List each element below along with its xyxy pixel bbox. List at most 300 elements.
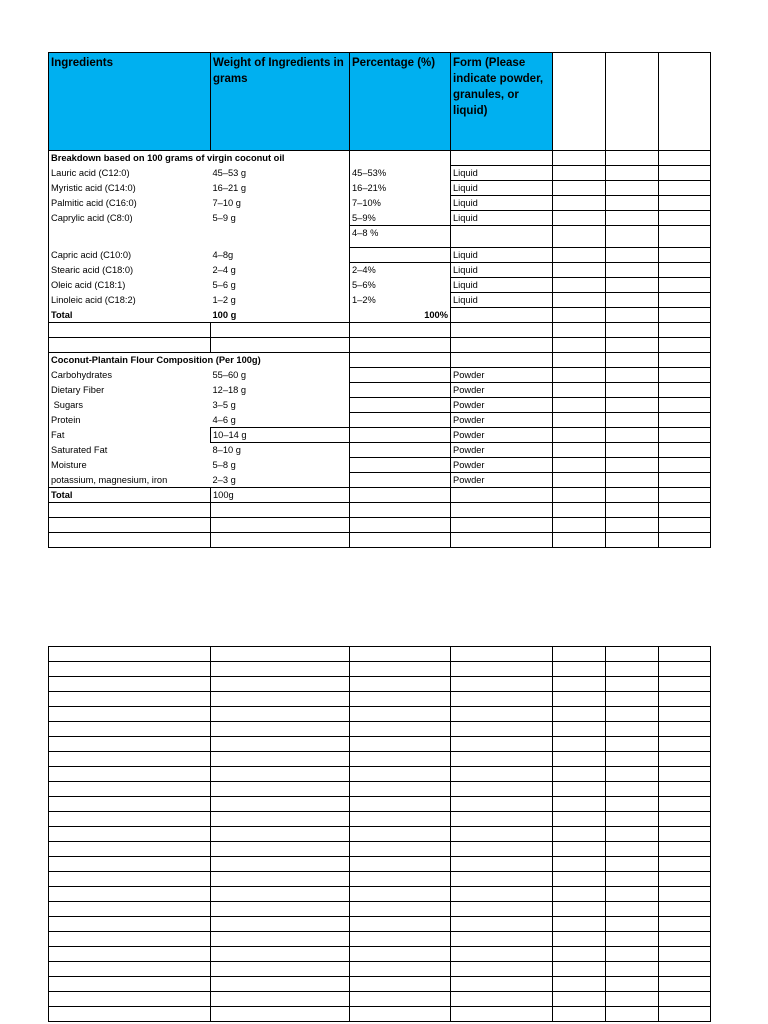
oil-name[interactable]: Capric acid (C10:0) bbox=[49, 248, 211, 263]
cell[interactable] bbox=[659, 827, 711, 842]
cell[interactable] bbox=[451, 488, 553, 503]
cell[interactable] bbox=[451, 797, 553, 812]
cell[interactable] bbox=[451, 226, 553, 248]
cell[interactable] bbox=[49, 647, 211, 662]
cell[interactable] bbox=[659, 458, 711, 473]
cell[interactable] bbox=[350, 797, 451, 812]
cell[interactable] bbox=[350, 812, 451, 827]
cell[interactable] bbox=[606, 857, 659, 872]
cell[interactable] bbox=[659, 181, 711, 196]
oil-percent[interactable]: 45–53% bbox=[350, 166, 451, 181]
flour-form[interactable]: Powder bbox=[451, 428, 553, 443]
cell[interactable] bbox=[659, 323, 711, 338]
cell[interactable] bbox=[606, 368, 659, 383]
cell[interactable] bbox=[659, 308, 711, 323]
oil-form[interactable]: Liquid bbox=[451, 181, 553, 196]
cell[interactable] bbox=[49, 737, 211, 752]
cell[interactable] bbox=[553, 308, 606, 323]
cell[interactable] bbox=[451, 962, 553, 977]
cell[interactable] bbox=[451, 917, 553, 932]
cell[interactable] bbox=[49, 917, 211, 932]
cell[interactable] bbox=[350, 428, 451, 443]
cell[interactable] bbox=[350, 443, 451, 458]
cell[interactable] bbox=[211, 722, 350, 737]
cell[interactable] bbox=[350, 458, 451, 473]
cell[interactable] bbox=[49, 662, 211, 677]
cell[interactable] bbox=[659, 977, 711, 992]
flour-weight[interactable]: 12–18 g bbox=[211, 383, 350, 398]
cell[interactable] bbox=[606, 722, 659, 737]
header-weight[interactable]: Weight of Ingredients in grams bbox=[211, 53, 350, 151]
cell[interactable] bbox=[211, 737, 350, 752]
flour-form[interactable]: Powder bbox=[451, 473, 553, 488]
flour-name[interactable]: Carbohydrates bbox=[49, 368, 211, 383]
oil-weight[interactable]: 1–2 g bbox=[211, 293, 350, 308]
cell[interactable] bbox=[659, 473, 711, 488]
flour-form[interactable]: Powder bbox=[451, 383, 553, 398]
cell[interactable] bbox=[451, 338, 553, 353]
cell[interactable] bbox=[49, 827, 211, 842]
cell[interactable] bbox=[451, 827, 553, 842]
cell[interactable] bbox=[606, 842, 659, 857]
cell[interactable] bbox=[553, 503, 606, 518]
cell[interactable] bbox=[659, 428, 711, 443]
cell[interactable] bbox=[606, 458, 659, 473]
cell[interactable] bbox=[553, 707, 606, 722]
cell[interactable] bbox=[659, 278, 711, 293]
cell[interactable] bbox=[553, 338, 606, 353]
flour-total-label[interactable]: Total bbox=[49, 488, 211, 503]
cell[interactable] bbox=[606, 211, 659, 226]
flour-weight[interactable]: 5–8 g bbox=[211, 458, 350, 473]
cell[interactable] bbox=[553, 368, 606, 383]
cell[interactable] bbox=[659, 151, 711, 166]
cell[interactable] bbox=[659, 797, 711, 812]
header-blank-cell[interactable] bbox=[553, 53, 606, 151]
cell[interactable] bbox=[350, 518, 451, 533]
cell[interactable] bbox=[606, 383, 659, 398]
cell[interactable] bbox=[350, 692, 451, 707]
cell[interactable] bbox=[451, 647, 553, 662]
cell[interactable] bbox=[553, 872, 606, 887]
cell[interactable] bbox=[606, 917, 659, 932]
cell[interactable] bbox=[553, 842, 606, 857]
cell[interactable] bbox=[659, 413, 711, 428]
oil-form[interactable]: Liquid bbox=[451, 278, 553, 293]
cell[interactable] bbox=[350, 151, 451, 166]
cell[interactable] bbox=[659, 782, 711, 797]
cell[interactable] bbox=[553, 398, 606, 413]
cell[interactable] bbox=[606, 353, 659, 368]
cell[interactable] bbox=[49, 752, 211, 767]
cell[interactable] bbox=[49, 533, 211, 548]
cell[interactable] bbox=[606, 677, 659, 692]
oil-name[interactable]: Caprylic acid (C8:0) bbox=[49, 211, 211, 226]
cell[interactable] bbox=[211, 812, 350, 827]
cell[interactable] bbox=[606, 323, 659, 338]
cell[interactable] bbox=[553, 947, 606, 962]
cell[interactable] bbox=[211, 692, 350, 707]
cell[interactable] bbox=[553, 887, 606, 902]
cell[interactable] bbox=[659, 902, 711, 917]
cell[interactable] bbox=[553, 827, 606, 842]
cell[interactable] bbox=[606, 278, 659, 293]
flour-form[interactable]: Powder bbox=[451, 398, 553, 413]
flour-name[interactable]: Sugars bbox=[49, 398, 211, 413]
cell[interactable] bbox=[553, 473, 606, 488]
cell[interactable] bbox=[553, 428, 606, 443]
flour-name[interactable]: Fat bbox=[49, 428, 211, 443]
cell[interactable] bbox=[553, 353, 606, 368]
cell[interactable] bbox=[553, 812, 606, 827]
cell[interactable] bbox=[553, 797, 606, 812]
cell[interactable] bbox=[606, 488, 659, 503]
cell[interactable] bbox=[350, 677, 451, 692]
cell[interactable] bbox=[659, 338, 711, 353]
cell[interactable] bbox=[211, 797, 350, 812]
oil-form[interactable]: Liquid bbox=[451, 293, 553, 308]
cell[interactable] bbox=[659, 263, 711, 278]
oil-form[interactable]: Liquid bbox=[451, 211, 553, 226]
cell[interactable] bbox=[659, 962, 711, 977]
cell[interactable] bbox=[350, 533, 451, 548]
cell[interactable] bbox=[451, 857, 553, 872]
oil-form[interactable]: Liquid bbox=[451, 263, 553, 278]
cell[interactable] bbox=[553, 992, 606, 1007]
cell[interactable] bbox=[553, 211, 606, 226]
cell[interactable] bbox=[211, 992, 350, 1007]
cell[interactable] bbox=[606, 647, 659, 662]
cell[interactable] bbox=[211, 1007, 350, 1022]
oil-section-title[interactable]: Breakdown based on 100 grams of virgin coconut oil bbox=[49, 151, 350, 166]
oil-percent[interactable]: 7–10% bbox=[350, 196, 451, 211]
cell[interactable] bbox=[553, 248, 606, 263]
cell[interactable] bbox=[49, 797, 211, 812]
cell[interactable] bbox=[606, 902, 659, 917]
flour-section-title[interactable]: Coconut-Plantain Flour Composition (Per 100g) bbox=[49, 353, 350, 368]
cell[interactable] bbox=[659, 248, 711, 263]
cell[interactable] bbox=[659, 857, 711, 872]
cell[interactable] bbox=[350, 368, 451, 383]
header-ingredients[interactable]: Ingredients bbox=[49, 53, 211, 151]
cell[interactable] bbox=[606, 992, 659, 1007]
cell[interactable] bbox=[659, 752, 711, 767]
cell[interactable] bbox=[659, 647, 711, 662]
header-blank-cell[interactable] bbox=[606, 53, 659, 151]
cell[interactable] bbox=[451, 737, 553, 752]
oil-weight[interactable]: 16–21 g bbox=[211, 181, 350, 196]
cell[interactable] bbox=[49, 677, 211, 692]
cell[interactable] bbox=[659, 992, 711, 1007]
cell[interactable] bbox=[49, 338, 211, 353]
cell[interactable] bbox=[49, 692, 211, 707]
cell[interactable] bbox=[49, 857, 211, 872]
cell[interactable] bbox=[350, 398, 451, 413]
oil-percent[interactable]: 16–21% bbox=[350, 181, 451, 196]
cell[interactable] bbox=[49, 1007, 211, 1022]
cell[interactable] bbox=[553, 1007, 606, 1022]
cell[interactable] bbox=[659, 368, 711, 383]
oil-percent[interactable]: 5–6% bbox=[350, 278, 451, 293]
cell[interactable] bbox=[659, 812, 711, 827]
cell[interactable] bbox=[451, 533, 553, 548]
cell[interactable] bbox=[659, 872, 711, 887]
cell[interactable] bbox=[451, 932, 553, 947]
cell[interactable] bbox=[211, 707, 350, 722]
cell[interactable] bbox=[350, 962, 451, 977]
cell[interactable] bbox=[451, 677, 553, 692]
oil-total-percent[interactable]: 100% bbox=[350, 308, 451, 323]
cell[interactable] bbox=[49, 962, 211, 977]
flour-name[interactable]: Dietary Fiber bbox=[49, 383, 211, 398]
cell[interactable] bbox=[553, 383, 606, 398]
cell[interactable] bbox=[553, 752, 606, 767]
cell[interactable] bbox=[606, 503, 659, 518]
flour-weight[interactable]: 2–3 g bbox=[211, 473, 350, 488]
flour-form[interactable]: Powder bbox=[451, 413, 553, 428]
cell[interactable] bbox=[211, 947, 350, 962]
cell[interactable] bbox=[350, 707, 451, 722]
cell[interactable] bbox=[659, 707, 711, 722]
cell[interactable] bbox=[606, 308, 659, 323]
flour-name[interactable]: potassium, magnesium, iron bbox=[49, 473, 211, 488]
cell[interactable] bbox=[553, 962, 606, 977]
oil-total-weight[interactable]: 100 g bbox=[211, 308, 350, 323]
cell[interactable] bbox=[49, 992, 211, 1007]
cell[interactable] bbox=[211, 533, 350, 548]
cell[interactable] bbox=[49, 503, 211, 518]
cell[interactable] bbox=[606, 338, 659, 353]
cell[interactable] bbox=[606, 533, 659, 548]
cell[interactable] bbox=[350, 842, 451, 857]
cell[interactable] bbox=[553, 196, 606, 211]
oil-percent[interactable] bbox=[350, 248, 451, 263]
cell[interactable] bbox=[350, 737, 451, 752]
cell[interactable] bbox=[659, 722, 711, 737]
cell[interactable] bbox=[606, 518, 659, 533]
cell[interactable] bbox=[606, 737, 659, 752]
cell[interactable] bbox=[553, 518, 606, 533]
cell[interactable] bbox=[553, 181, 606, 196]
cell[interactable] bbox=[606, 151, 659, 166]
cell[interactable] bbox=[659, 842, 711, 857]
cell[interactable] bbox=[553, 413, 606, 428]
cell[interactable] bbox=[211, 662, 350, 677]
cell[interactable] bbox=[350, 383, 451, 398]
oil-weight[interactable] bbox=[211, 226, 350, 248]
cell[interactable] bbox=[211, 887, 350, 902]
cell[interactable] bbox=[350, 902, 451, 917]
cell[interactable] bbox=[606, 443, 659, 458]
cell[interactable] bbox=[350, 473, 451, 488]
cell[interactable] bbox=[659, 887, 711, 902]
cell[interactable] bbox=[553, 458, 606, 473]
oil-name[interactable]: Lauric acid (C12:0) bbox=[49, 166, 211, 181]
cell[interactable] bbox=[606, 707, 659, 722]
cell[interactable] bbox=[451, 992, 553, 1007]
oil-percent[interactable]: 1–2% bbox=[350, 293, 451, 308]
oil-name[interactable]: Myristic acid (C14:0) bbox=[49, 181, 211, 196]
cell[interactable] bbox=[49, 842, 211, 857]
oil-total-label[interactable]: Total bbox=[49, 308, 211, 323]
oil-weight[interactable]: 45–53 g bbox=[211, 166, 350, 181]
cell[interactable] bbox=[659, 677, 711, 692]
cell[interactable] bbox=[659, 1007, 711, 1022]
cell[interactable] bbox=[350, 917, 451, 932]
cell[interactable] bbox=[350, 947, 451, 962]
cell[interactable] bbox=[606, 293, 659, 308]
cell[interactable] bbox=[553, 166, 606, 181]
oil-percent-boxed[interactable]: 4–8 % bbox=[350, 226, 451, 248]
cell[interactable] bbox=[350, 767, 451, 782]
cell[interactable] bbox=[49, 947, 211, 962]
cell[interactable] bbox=[451, 662, 553, 677]
oil-name[interactable]: Palmitic acid (C16:0) bbox=[49, 196, 211, 211]
oil-name[interactable]: Oleic acid (C18:1) bbox=[49, 278, 211, 293]
flour-weight-boxed[interactable]: 10–14 g bbox=[211, 428, 350, 443]
cell[interactable] bbox=[553, 647, 606, 662]
oil-weight[interactable]: 7–10 g bbox=[211, 196, 350, 211]
flour-form[interactable]: Powder bbox=[451, 458, 553, 473]
cell[interactable] bbox=[606, 166, 659, 181]
cell[interactable] bbox=[350, 488, 451, 503]
cell[interactable] bbox=[659, 737, 711, 752]
cell[interactable] bbox=[606, 248, 659, 263]
cell[interactable] bbox=[350, 353, 451, 368]
cell[interactable] bbox=[451, 503, 553, 518]
cell[interactable] bbox=[451, 353, 553, 368]
cell[interactable] bbox=[211, 902, 350, 917]
cell[interactable] bbox=[553, 782, 606, 797]
cell[interactable] bbox=[553, 151, 606, 166]
cell[interactable] bbox=[211, 962, 350, 977]
cell[interactable] bbox=[49, 812, 211, 827]
cell[interactable] bbox=[659, 518, 711, 533]
cell[interactable] bbox=[553, 902, 606, 917]
cell[interactable] bbox=[350, 323, 451, 338]
oil-name[interactable] bbox=[49, 226, 211, 248]
cell[interactable] bbox=[553, 977, 606, 992]
cell[interactable] bbox=[451, 752, 553, 767]
cell[interactable] bbox=[211, 827, 350, 842]
cell[interactable] bbox=[553, 263, 606, 278]
flour-weight[interactable]: 8–10 g bbox=[211, 443, 350, 458]
cell[interactable] bbox=[553, 443, 606, 458]
oil-weight[interactable]: 4–8g bbox=[211, 248, 350, 263]
cell[interactable] bbox=[49, 872, 211, 887]
cell[interactable] bbox=[211, 752, 350, 767]
cell[interactable] bbox=[659, 443, 711, 458]
oil-form[interactable]: Liquid bbox=[451, 196, 553, 211]
cell[interactable] bbox=[606, 767, 659, 782]
cell[interactable] bbox=[659, 226, 711, 248]
cell[interactable] bbox=[606, 812, 659, 827]
oil-weight[interactable]: 2–4 g bbox=[211, 263, 350, 278]
cell[interactable] bbox=[49, 323, 211, 338]
flour-weight[interactable]: 3–5 g bbox=[211, 398, 350, 413]
cell[interactable] bbox=[211, 917, 350, 932]
cell[interactable] bbox=[606, 1007, 659, 1022]
cell[interactable] bbox=[553, 323, 606, 338]
cell[interactable] bbox=[553, 488, 606, 503]
cell[interactable] bbox=[553, 932, 606, 947]
cell[interactable] bbox=[451, 323, 553, 338]
cell[interactable] bbox=[350, 887, 451, 902]
cell[interactable] bbox=[451, 518, 553, 533]
cell[interactable] bbox=[350, 857, 451, 872]
oil-name[interactable]: Linoleic acid (C18:2) bbox=[49, 293, 211, 308]
cell[interactable] bbox=[553, 226, 606, 248]
cell[interactable] bbox=[659, 398, 711, 413]
cell[interactable] bbox=[350, 503, 451, 518]
flour-form[interactable]: Powder bbox=[451, 368, 553, 383]
cell[interactable] bbox=[606, 181, 659, 196]
cell[interactable] bbox=[350, 977, 451, 992]
cell[interactable] bbox=[451, 812, 553, 827]
cell[interactable] bbox=[606, 797, 659, 812]
cell[interactable] bbox=[606, 977, 659, 992]
flour-total-weight[interactable]: 100g bbox=[211, 488, 350, 503]
cell[interactable] bbox=[451, 977, 553, 992]
cell[interactable] bbox=[350, 1007, 451, 1022]
cell[interactable] bbox=[350, 338, 451, 353]
cell[interactable] bbox=[659, 488, 711, 503]
cell[interactable] bbox=[451, 692, 553, 707]
cell[interactable] bbox=[49, 722, 211, 737]
cell[interactable] bbox=[659, 662, 711, 677]
cell[interactable] bbox=[606, 413, 659, 428]
cell[interactable] bbox=[659, 533, 711, 548]
cell[interactable] bbox=[350, 662, 451, 677]
cell[interactable] bbox=[659, 353, 711, 368]
cell[interactable] bbox=[49, 518, 211, 533]
cell[interactable] bbox=[211, 857, 350, 872]
cell[interactable] bbox=[211, 872, 350, 887]
oil-form[interactable]: Liquid bbox=[451, 166, 553, 181]
cell[interactable] bbox=[350, 827, 451, 842]
cell[interactable] bbox=[49, 707, 211, 722]
oil-weight[interactable]: 5–9 g bbox=[211, 211, 350, 226]
cell[interactable] bbox=[451, 782, 553, 797]
cell[interactable] bbox=[553, 917, 606, 932]
cell[interactable] bbox=[553, 278, 606, 293]
cell[interactable] bbox=[606, 752, 659, 767]
cell[interactable] bbox=[451, 767, 553, 782]
cell[interactable] bbox=[553, 533, 606, 548]
cell[interactable] bbox=[659, 767, 711, 782]
cell[interactable] bbox=[659, 932, 711, 947]
cell[interactable] bbox=[606, 428, 659, 443]
cell[interactable] bbox=[211, 338, 350, 353]
cell[interactable] bbox=[659, 211, 711, 226]
cell[interactable] bbox=[211, 977, 350, 992]
cell[interactable] bbox=[606, 662, 659, 677]
cell[interactable] bbox=[553, 722, 606, 737]
cell[interactable] bbox=[659, 692, 711, 707]
oil-percent[interactable]: 2–4% bbox=[350, 263, 451, 278]
cell[interactable] bbox=[211, 932, 350, 947]
cell[interactable] bbox=[553, 677, 606, 692]
cell[interactable] bbox=[451, 887, 553, 902]
cell[interactable] bbox=[211, 767, 350, 782]
cell[interactable] bbox=[659, 917, 711, 932]
cell[interactable] bbox=[606, 962, 659, 977]
cell[interactable] bbox=[451, 872, 553, 887]
flour-weight[interactable]: 4–6 g bbox=[211, 413, 350, 428]
flour-name[interactable]: Protein bbox=[49, 413, 211, 428]
cell[interactable] bbox=[606, 398, 659, 413]
cell[interactable] bbox=[606, 932, 659, 947]
